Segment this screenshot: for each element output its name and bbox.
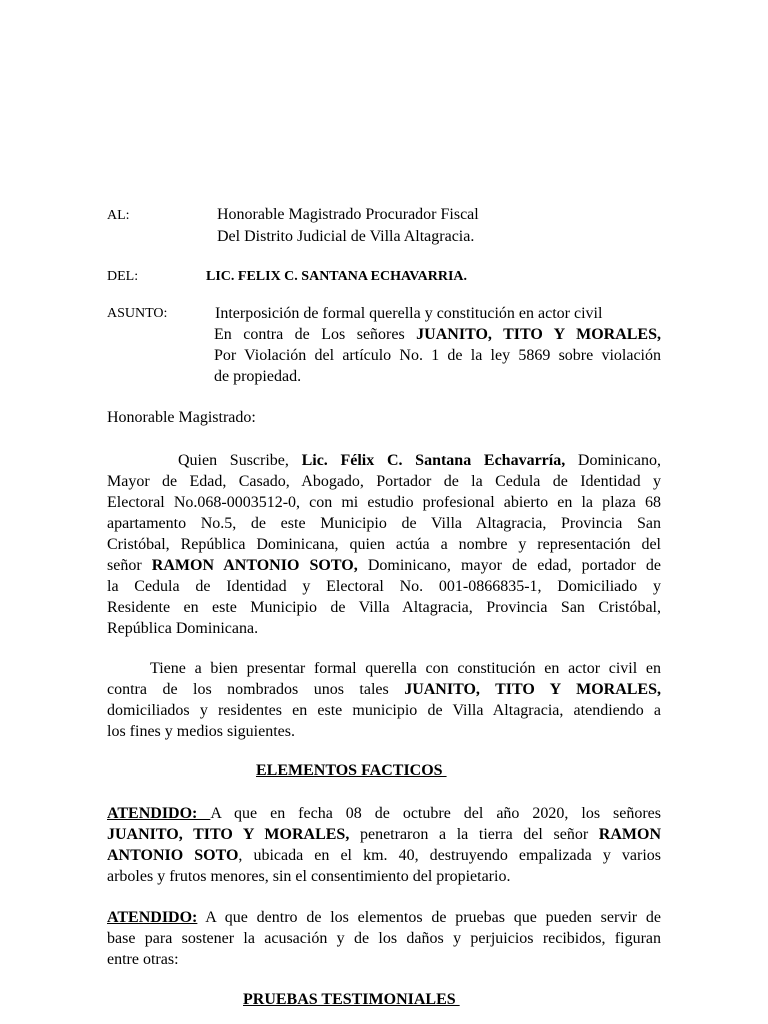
- para1-line: Cristóbal, República Dominicana, quien actúa a nombre y representación del: [107, 536, 661, 553]
- para1-line: [107, 450, 661, 471]
- para2-text: contra de los nombrados unos tales: [107, 681, 405, 698]
- atendido2-line: entre otras:: [107, 951, 179, 968]
- heading-pruebas-testimoniales: PRUEBAS TESTIMONIALES: [243, 991, 460, 1008]
- del-label: DEL:: [107, 269, 139, 284]
- asunto-label: ASUNTO:: [107, 306, 168, 321]
- para1-text: Dominicano, mayor de edad, portador de: [357, 557, 662, 574]
- atendido1-line: [107, 824, 661, 845]
- atendido-label: ATENDIDO:: [107, 909, 198, 926]
- para1-line: apartamento No.5, de este Municipio de Villa Altagracia, Provincia San: [107, 515, 661, 532]
- para1-text: Dominicano,: [565, 452, 661, 469]
- para2-line: [107, 679, 661, 700]
- defendants-name: JUANITO, TITO Y MORALES,: [107, 826, 350, 843]
- paragraph-atendido-2: [107, 907, 661, 970]
- paragraph-atendido-1: [107, 803, 661, 887]
- atendido1-text: A que en fecha 08 de octubre del año 2020, los señores: [210, 805, 662, 822]
- para1-text: Quien Suscribe,: [178, 452, 302, 469]
- salutation: Honorable Magistrado:: [107, 409, 256, 426]
- para1-text: señor: [107, 557, 152, 574]
- atendido2-text: A que dentro de los elementos de pruebas que pueden servir de: [197, 909, 661, 926]
- para1-line: Mayor de Edad, Casado, Abogado, Portador de la Cedula de Identidad y: [107, 473, 661, 490]
- atendido1-text: penetraron a la tierra del señor: [349, 826, 599, 843]
- para2-line: Tiene a bien presentar formal querella con constitución en actor civil en: [150, 660, 661, 677]
- asunto-line-2-text: En contra de Los señores: [214, 326, 417, 343]
- asunto-line-1: Interposición de formal querella y constitución en actor civil: [215, 305, 603, 322]
- para2-line: los fines y medios siguientes.: [107, 723, 295, 740]
- atendido-label: ATENDIDO:: [107, 805, 211, 822]
- del-value: LIC. FELIX C. SANTANA ECHAVARRIA.: [206, 269, 467, 284]
- asunto-line-4: de propiedad.: [214, 368, 302, 385]
- asunto-line-3: Por Violación del artículo No. 1 de la ley 5869 sobre violación: [214, 347, 661, 364]
- atendido1-line: arboles y frutos menores, sin el consentimiento del propietario.: [107, 868, 511, 885]
- client-name: RAMON: [598, 826, 661, 843]
- defendants-name: JUANITO, TITO Y MORALES,: [404, 681, 662, 698]
- client-name: RAMON ANTONIO SOTO,: [151, 557, 358, 574]
- lawyer-name: Lic. Félix C. Santana Echavarría,: [301, 452, 566, 469]
- atendido1-line: [107, 845, 661, 866]
- paragraph-querella: [107, 658, 661, 742]
- para1-line: Electoral No.068-0003512-0, con mi estudio profesional abierto en la plaza 68: [107, 494, 661, 511]
- al-line-2: Del Distrito Judicial de Villa Altagracia.: [217, 228, 475, 245]
- para1-line: República Dominicana.: [107, 620, 259, 637]
- para1-line: la Cedula de Identidad y Electoral No. 001-0866835-1, Domiciliado y: [107, 578, 661, 595]
- asunto-defendants: JUANITO, TITO Y MORALES,: [416, 326, 661, 343]
- para2-line: domiciliados y residentes en este municipio de Villa Altagracia, atendiendo a: [107, 702, 661, 719]
- al-line-1: Honorable Magistrado Procurador Fiscal: [217, 206, 479, 223]
- paragraph-intro: [107, 450, 661, 639]
- atendido2-line: [107, 907, 661, 928]
- al-label: AL:: [107, 208, 130, 223]
- para1-line: Residente en este Municipio de Villa Altagracia, Provincia San Cristóbal,: [107, 599, 661, 616]
- atendido1-line: [107, 803, 661, 824]
- asunto-text: [214, 303, 661, 387]
- atendido2-line: base para sostener la acusación y de los daños y perjuicios recibidos, figuran: [107, 930, 661, 947]
- heading-elementos-facticos: ELEMENTOS FACTICOS: [256, 762, 447, 779]
- asunto-line-2: [214, 324, 661, 345]
- para1-line: [107, 555, 661, 576]
- atendido1-text: , ubicada en el km. 40, destruyendo empalizada y varios: [238, 847, 661, 864]
- client-name: ANTONIO SOTO: [107, 847, 239, 864]
